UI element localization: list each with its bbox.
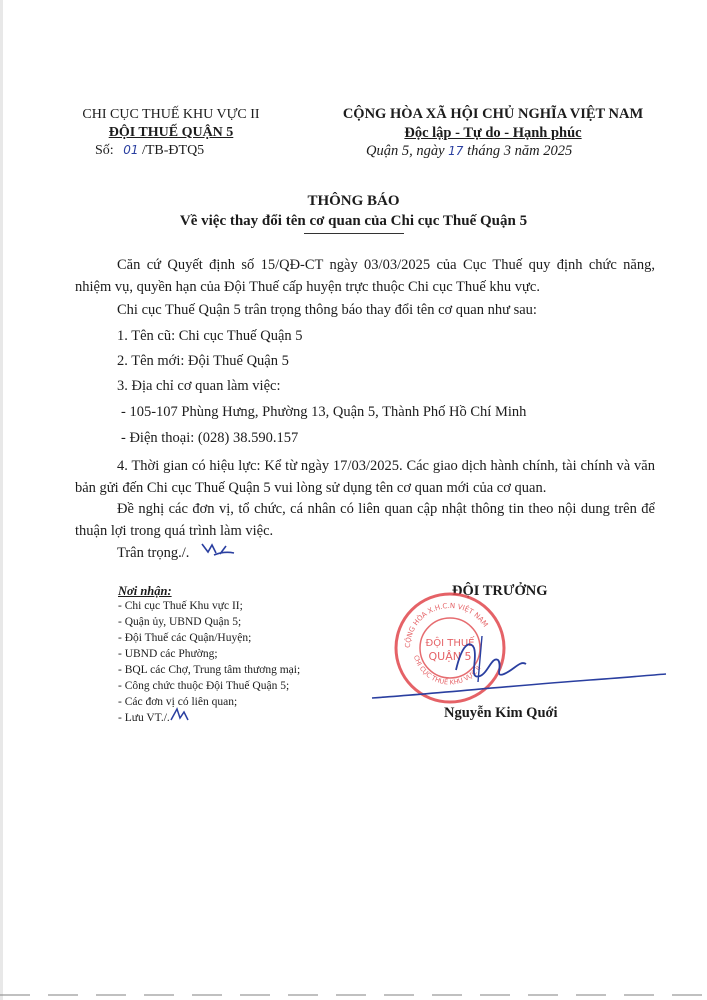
title-underline <box>304 233 404 234</box>
effective-date-paragraph: 4. Thời gian có hiệu lực: Kể từ ngày 17/03/2025. Các giao dịch hành chính, tài chính và văn bản gửi đến Chi cục Thuế Quận 5 vui lòng sử dụng tên cơ quan mới của cơ quan. <box>75 458 655 496</box>
number-prefix: Số: <box>95 143 114 158</box>
unit-name: ĐỘI THUẾ QUẬN 5 <box>108 125 234 140</box>
document-number <box>95 143 204 159</box>
issue-date <box>366 143 572 160</box>
number-handwritten: 01 <box>123 143 139 157</box>
old-name-item: 1. Tên cũ: Chi cục Thuế Quận 5 <box>117 328 303 344</box>
address-heading-item: 3. Địa chỉ cơ quan làm việc: <box>117 378 281 394</box>
date-prefix: Quận 5, ngày <box>366 143 445 159</box>
seal-line-2: QUẬN 5 <box>428 650 472 663</box>
recipient-item: - Quận ủy, UBND Quận 5; <box>118 616 242 628</box>
date-suffix: tháng 3 năm 2025 <box>467 143 573 159</box>
recipient-item: - BQL các Chợ, Trung tâm thương mại; <box>118 664 301 676</box>
notice-title: THÔNG BÁO <box>307 193 400 209</box>
filing-initial-icon <box>168 706 192 724</box>
country-name: CỘNG HÒA XÃ HỘI CHỦ NGHĨA VIỆT NAM <box>342 106 644 122</box>
svg-text:CỘNG HÒA X.H.C.N VIỆT NAM: CỘNG HÒA X.H.C.N VIỆT NAM <box>403 601 490 649</box>
office-address: - 105-107 Phùng Hưng, Phường 13, Quận 5, Thành Phố Hồ Chí Minh <box>121 404 527 420</box>
recipient-item: - Đội Thuế các Quận/Huyện; <box>118 632 252 644</box>
number-suffix: /TB-ĐTQ5 <box>141 143 205 158</box>
national-motto: Độc lập - Tự do - Hạnh phúc <box>404 125 582 141</box>
svg-text:CHI CỤC THUẾ KHU VỰC II: CHI CỤC THUẾ KHU VỰC II <box>412 654 483 687</box>
closing-text: Trân trọng./. <box>117 545 190 561</box>
legal-basis-paragraph: Căn cứ Quyết định số 15/QĐ-CT ngày 03/03/2025 của Cục Thuế quy định chức năng, nhiệm vụ, quyền hạn của Đội Thuế cấp huyện trực thuộc Chi cục Thuế khu vực. <box>75 257 655 295</box>
recipient-item: - Các đơn vị có liên quan; <box>118 696 238 708</box>
recipient-item: - UBND các Phường; <box>118 648 218 660</box>
new-name-item: 2. Tên mới: Đội Thuế Quận 5 <box>117 353 289 369</box>
recipients-heading: Nơi nhận: <box>118 584 172 598</box>
scan-artifact-line <box>0 994 707 996</box>
initial-mark-icon <box>200 540 236 560</box>
scan-edge <box>0 0 3 1000</box>
request-paragraph: Đề nghị các đơn vị, tổ chức, cá nhân có liên quan cập nhật thông tin theo nội dung trên để thuận lợi trong quá trình làm việc. <box>75 501 655 539</box>
announcement-paragraph: Chi cục Thuế Quận 5 trân trọng thông báo thay đổi tên cơ quan như sau: <box>117 302 537 318</box>
signer-name: Nguyễn Kim Quới <box>444 705 558 721</box>
signature-icon <box>370 630 670 710</box>
recipient-item: - Chi cục Thuế Khu vực II; <box>118 600 243 612</box>
recipient-item: - Lưu VT./. <box>118 712 170 724</box>
notice-subtitle: Về việc thay đổi tên cơ quan của Chi cục Thuế Quận 5 <box>179 213 528 229</box>
office-phone: - Điện thoại: (028) 38.590.157 <box>121 430 299 446</box>
seal-line-1: ĐỘI THUẾ <box>425 638 475 649</box>
signer-title: ĐỘI TRƯỞNG <box>452 583 548 599</box>
recipient-item: - Công chức thuộc Đội Thuế Quận 5; <box>118 680 290 692</box>
agency-name: CHI CỤC THUẾ KHU VỰC II <box>82 107 260 122</box>
date-day-handwritten: 17 <box>448 144 464 158</box>
